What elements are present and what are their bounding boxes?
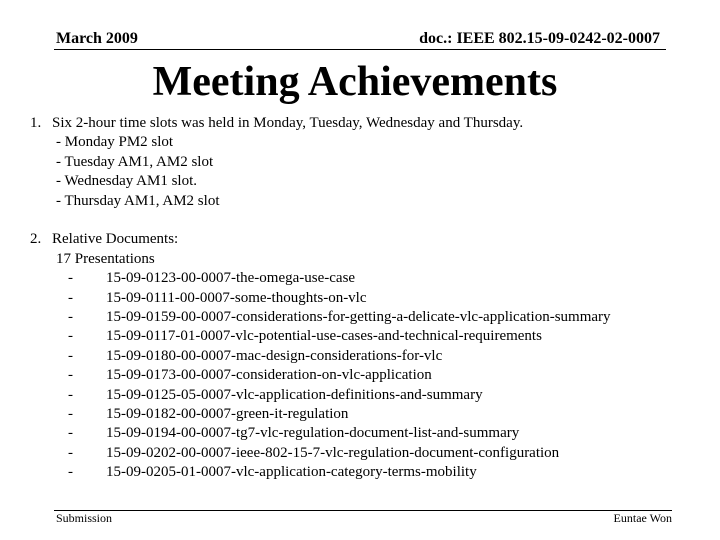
footer-divider xyxy=(54,510,672,511)
list-item-1 xyxy=(30,114,611,133)
presentation-item xyxy=(30,308,611,327)
slot-line: - Tuesday AM1, AM2 slot xyxy=(56,153,214,170)
bullet-dash: - xyxy=(68,309,73,326)
item-number: 1. xyxy=(30,115,42,131)
presentation-item xyxy=(30,327,611,346)
slide-title: Meeting Achievements xyxy=(152,59,558,105)
slide-body xyxy=(30,114,611,483)
presentation-name: 15-09-0117-01-0007-vlc-potential-use-cases-and-technical-requirements xyxy=(106,328,542,345)
bullet-dash: - xyxy=(68,347,73,364)
presentation-count: 17 Presentations xyxy=(56,250,155,267)
bullet-dash: - xyxy=(68,444,73,461)
presentation-name: 15-09-0173-00-0007-consideration-on-vlc-application xyxy=(106,367,432,384)
presentation-item xyxy=(30,347,611,366)
header-divider xyxy=(54,49,666,50)
presentation-name: 15-09-0125-05-0007-vlc-application-definitions-and-summary xyxy=(106,386,483,403)
presentation-item xyxy=(30,444,611,463)
bullet-dash: - xyxy=(68,367,73,384)
slot-line: - Thursday AM1, AM2 slot xyxy=(56,192,220,209)
list-item-2 xyxy=(30,230,611,249)
bullet-dash: - xyxy=(68,328,73,345)
presentation-item xyxy=(30,424,611,443)
slot-line: - Wednesday AM1 slot. xyxy=(56,173,198,190)
footer-submission: Submission xyxy=(56,511,113,525)
presentation-name: 15-09-0182-00-0007-green-it-regulation xyxy=(106,406,349,423)
bullet-dash: - xyxy=(68,425,73,442)
presentation-item xyxy=(30,269,611,288)
header-date: March 2009 xyxy=(56,30,138,47)
presentation-item xyxy=(30,366,611,385)
presentation-name: 15-09-0111-00-0007-some-thoughts-on-vlc xyxy=(106,289,367,306)
presentation-name: 15-09-0194-00-0007-tg7-vlc-regulation-document-list-and-summary xyxy=(106,425,520,442)
bullet-dash: - xyxy=(68,289,73,306)
item-number: 2. xyxy=(30,231,42,248)
footer-author: Euntae Won xyxy=(613,511,672,525)
presentation-name: 15-09-0159-00-0007-considerations-for-getting-a-delicate-vlc-application-summary xyxy=(106,309,611,326)
bullet-dash: - xyxy=(68,464,73,481)
presentation-name: 15-09-0180-00-0007-mac-design-considerations-for-vlc xyxy=(106,347,443,364)
presentation-item xyxy=(30,386,611,405)
presentation-item xyxy=(30,463,611,482)
item-text: Six 2-hour time slots was held in Monday, Tuesday, Wednesday and Thursday. xyxy=(52,115,524,131)
spacer xyxy=(30,211,611,230)
presentation-name: 15-09-0205-01-0007-vlc-application-category-terms-mobility xyxy=(106,464,477,481)
presentation-name: 15-09-0202-00-0007-ieee-802-15-7-vlc-regulation-document-configuration xyxy=(106,444,560,461)
bullet-dash: - xyxy=(68,386,73,403)
slot-line: - Monday PM2 slot xyxy=(56,134,174,151)
bullet-dash: - xyxy=(68,406,73,423)
bullet-dash: - xyxy=(68,270,73,287)
presentation-item xyxy=(30,289,611,308)
presentation-name: 15-09-0123-00-0007-the-omega-use-case xyxy=(106,270,356,287)
header-doc-id: doc.: IEEE 802.15-09-0242-02-0007 xyxy=(419,30,660,47)
presentation-item xyxy=(30,405,611,424)
item-text: Relative Documents: xyxy=(52,231,179,248)
